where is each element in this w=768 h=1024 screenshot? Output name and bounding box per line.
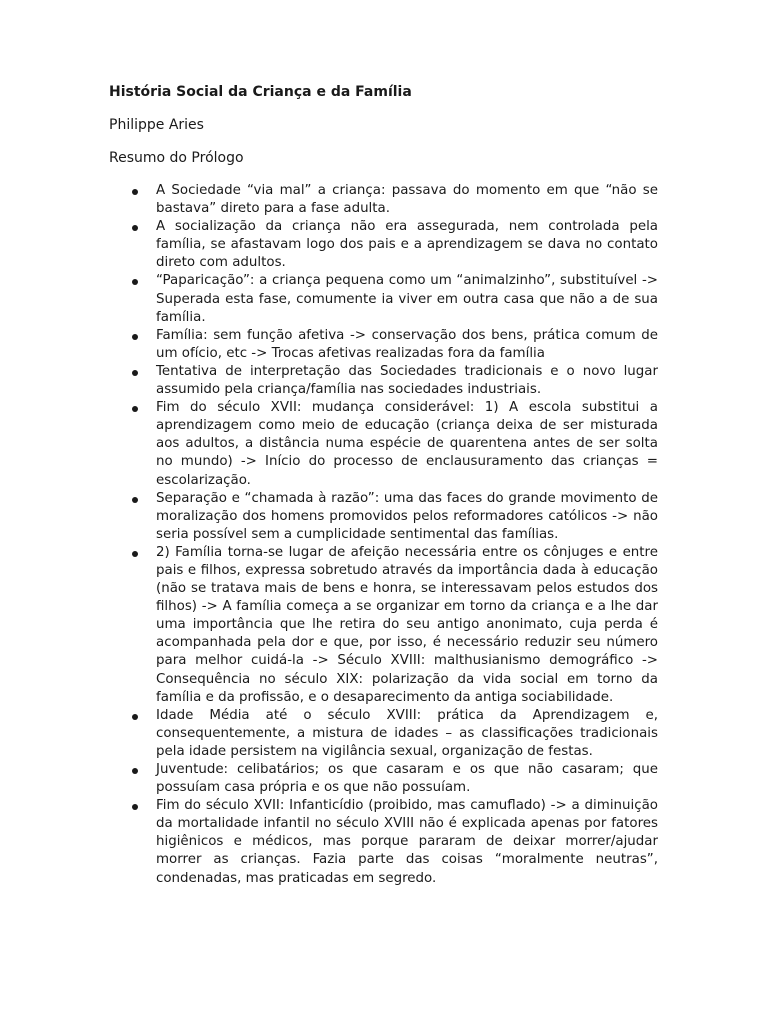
list-item: [109, 327, 658, 363]
list-item: [109, 182, 658, 218]
bullet-icon: [132, 370, 138, 376]
list-item: [109, 797, 658, 887]
list-item: [109, 218, 658, 272]
list-item-text: Juventude: celibatários; os que casaram e os que não casaram; que possuíam casa própria e os que não possuíam.: [156, 762, 658, 796]
list-item-text: A Sociedade “via mal” a criança: passava do momento em que “não se bastava” direto para a fase adulta.: [156, 183, 658, 217]
bullet-icon: [132, 279, 138, 285]
bullet-icon: [132, 406, 138, 412]
document-subtitle: Resumo do Prólogo: [109, 150, 244, 166]
bullet-icon: [132, 768, 138, 774]
bullet-icon: [132, 804, 138, 810]
list-item-text: Separação e “chamada à razão”: uma das faces do grande movimento de moralização dos homens promovidos pelos reformadores católicos -> não seria possível sem a cumplicidade sentimental das famílias.: [156, 490, 658, 542]
bullet-icon: [132, 497, 138, 503]
list-item: [109, 707, 658, 761]
list-item-text: Fim do século XVII: mudança considerável: 1) A escola substitui a aprendizagem como meio de educação (criança deixa de ser misturada aos adultos, a distância numa espécie de quarentena antes de ser solta no mundo) -> Início do processo de enclausuramento das crianças = escolarização.: [156, 400, 658, 488]
list-item-text: Tentativa de interpretação das Sociedades tradicionais e o novo lugar assumido pela criança/família nas sociedades industriais.: [156, 363, 658, 398]
list-item-text: Família: sem função afetiva -> conservação dos bens, prática comum de um ofício, etc -> Trocas afetivas realizadas fora da família: [156, 327, 658, 361]
bullet-icon: [132, 714, 138, 720]
list-item-text: 2) Família torna-se lugar de afeição necessária entre os cônjuges e entre pais e filhos, expressa sobretudo através da importância dada à educação (não se tratava mais de bens e honra, se interessavam pelos estudos dos filhos) -> A família começa a se organizar em torno da criança e a lhe dar uma importância que lhe retira do seu antigo anonimato, cuja perda é acompanhada pela dor e que, por isso, é necessário reduzir seu número para melhor cuidá-la -> Século XVIII: malthusianismo demográfico -> Consequência no século XIX: polarização da vida social em torno da família e da profissão, e o desaparecimento da antiga sociabilidade.: [156, 544, 658, 705]
list-item: [109, 490, 658, 544]
list-item: [109, 363, 658, 399]
bullet-list: [109, 182, 658, 888]
bullet-icon: [132, 551, 138, 557]
list-item: [109, 544, 658, 707]
list-item-text: Fim do século XVII: Infanticídio (proibido, mas camuflado) -> a diminuição da mortalidade infantil no século XVIII não é explicada apenas por fatores higiênicos e médicos, mas porque pararam de deixar morrer/ajudar morrer as crianças. Fazia parte das coisas “moralmente neutras”, condenadas, mas praticadas em segredo.: [156, 798, 658, 886]
list-item: [109, 399, 658, 489]
list-item: [109, 761, 658, 797]
list-item-text: Idade Média até o século XVIII: prática da Aprendizagem e, consequentemente, a mistura de idades – as classificações tradicionais pela idade persistem na vigilância sexual, organização de festas.: [156, 707, 658, 759]
bullet-icon: [132, 189, 138, 195]
bullet-icon: [132, 334, 138, 340]
list-item: [109, 272, 658, 326]
list-item-text: “Paparicação”: a criança pequena como um “animalzinho”, substituível -> Superada esta fase, comumente ia viver em outra casa que não a de sua família.: [156, 273, 658, 325]
document-author: Philippe Aries: [109, 117, 204, 133]
bullet-icon: [132, 225, 138, 231]
document-title: História Social da Criança e da Família: [109, 84, 412, 100]
list-item-text: A socialização da criança não era assegurada, nem controlada pela família, se afastavam logo dos pais e a aprendizagem se dava no contato direto com adultos.: [156, 219, 658, 271]
